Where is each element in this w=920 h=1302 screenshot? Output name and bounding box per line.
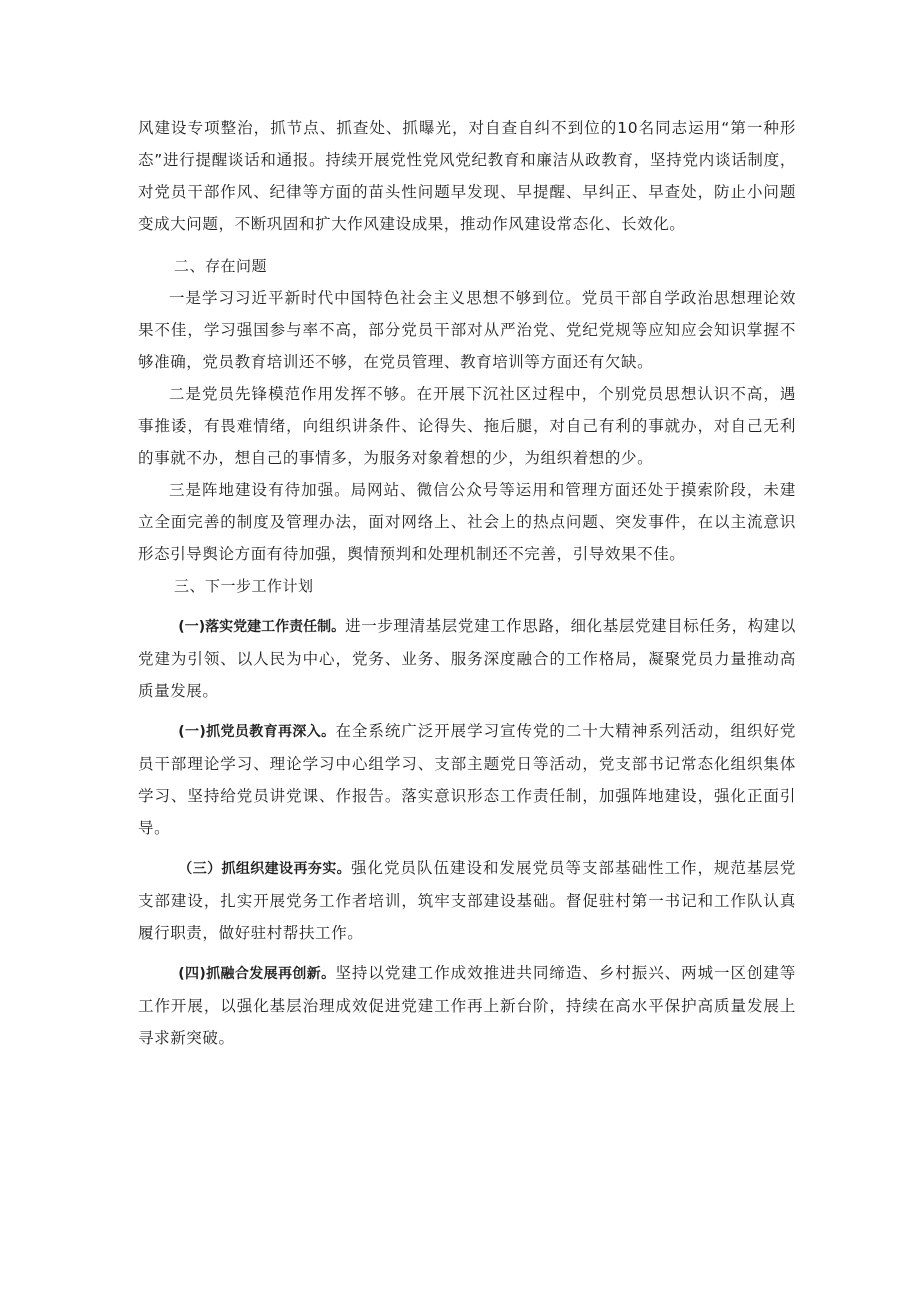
plan-item-2-lead: (一)抓党员教育再深入。 [178, 724, 336, 740]
spacer [138, 949, 796, 957]
plan-item-3-text: 强化党员队伍建设和发展党员等支部基础性工作，规范基层党支部建设，扎实开展党务工作者培训，筑牢支部建设基础。督促驻村第一书记和工作队认真履行职责，做好驻村帮扶工作。 [138, 859, 797, 942]
plan-item-4 [138, 957, 796, 1054]
plan-item-1-text: 进一步理清基层党建工作思路，细化基层党建目标任务，构建以党建为引领、以人民为中心，党务、业务、服务深度融合的工作格局，凝聚党员力量推动高质量发展。 [138, 617, 796, 700]
problem-item-1: 一是学习习近平新时代中国特色社会主义思想不够到位。党员干部自学政治思想理论效果不佳，学习强国参与率不高，部分党员干部对从严治党、党纪党规等应知应会知识掌握不够准确，党员教育培训还不够，在党员管理、教育培训等方面还有欠缺。 [138, 289, 796, 371]
problem-item-3: 三是阵地建设有待加强。局网站、微信公众号等运用和管理方面还处于摸索阶段，未建立全面完善的制度及管理办法，面对网络上、社会上的热点问题、突发事件，在以主流意识形态引导舆论方面有待加强，舆情预判和处理机制还不完善，引导效果不佳。 [138, 481, 796, 563]
spacer [138, 844, 796, 852]
plan-item-4-text: 坚持以党建工作成效推进共同缔造、乡村振兴、两城一区创建等工作开展，以强化基层治理成效促进党建工作再上新台阶，持续在高水平保护高质量发展上寻求新突破。 [138, 964, 796, 1047]
plan-item-4-lead: (四)抓融合发展再创新。 [178, 966, 336, 982]
section-heading-next-plan: 三、下一步工作计划 [174, 577, 314, 595]
plan-item-2-text: 在全系统广泛开展学习宣传党的二十大精神系列活动，组织好党员干部理论学习、理论学习中心组学习、支部主题党日等活动，党支部书记常态化组织集体学习、坚持给党员讲党课、作报告。落实意识形态工作责任制，加强阵地建设，强化正面引导。 [138, 722, 796, 837]
plan-item-1-lead: (一)落实党建工作责任制。 [178, 619, 346, 635]
spacer [138, 707, 796, 715]
plan-item-3 [138, 852, 796, 949]
document-body [138, 112, 796, 1054]
problem-item-2: 二是党员先锋模范作用发挥不够。在开展下沉社区过程中，个别党员思想认识不高，遇事推诿，有畏难情绪，向组织讲条件、论得失、拖后腿，对自己有利的事就办，对自己无利的事就不办，想自己的事情多，为服务对象着想的少，为组织着想的少。 [138, 385, 796, 467]
plan-item-2 [138, 715, 796, 844]
spacer [138, 240, 796, 250]
section-heading-problems: 二、存在问题 [174, 257, 268, 275]
plan-item-1 [138, 610, 796, 707]
paragraph-work-style-continuation: 风建设专项整治，抓节点、抓查处、抓曝光，对自查自纠不到位的10名同志运用“第一种形态”进行提醒谈话和通报。持续开展党性党风党纪教育和廉洁从政教育，坚持党内谈话制度，对党员干部作风、纪律等方面的苗头性问题早发现、早提醒、早纠正、早查处，防止小问题变成大问题，不断巩固和扩大作风建设成果，推动作风建设常态化、长效化。 [138, 119, 796, 233]
plan-item-3-lead: （三）抓组织建设再夯实。 [178, 861, 352, 877]
spacer [138, 602, 796, 610]
